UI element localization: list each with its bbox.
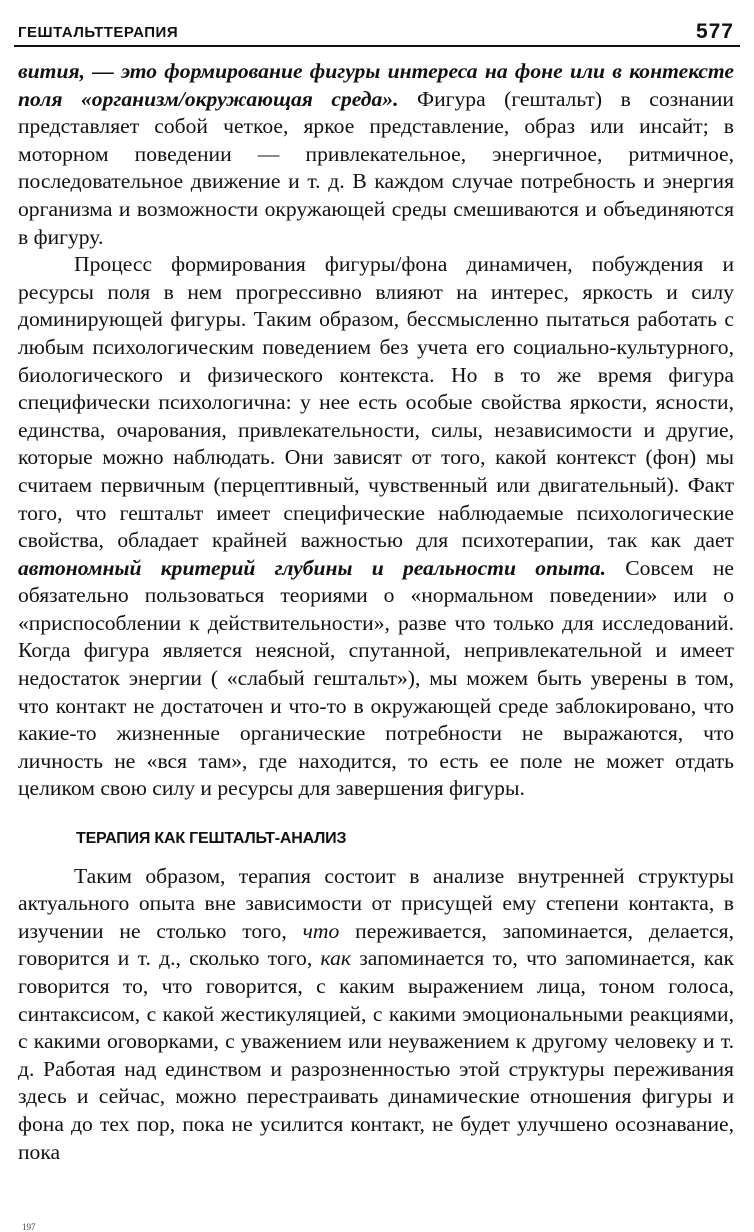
header-rule (14, 45, 740, 47)
section-heading: ТЕРАПИЯ КАК ГЕШТАЛЬТ-АНАЛИЗ (76, 830, 347, 848)
body-text (18, 58, 734, 1166)
paragraph-2-italic: автономный критерий глубины и реальности опыта. (18, 555, 606, 580)
paragraph-3-italic-2: как (320, 946, 351, 971)
paragraph-2 (18, 251, 734, 803)
page-number: 577 (695, 20, 734, 43)
paragraph-2-text-before: Процесс формирования фигуры/фона динамичен, побуждения и ресурсы поля в нем прогрессивно влияют на интерес, яркость и силу доминирующей фигуры. Таким образом, бессмысленно пытаться работать с любым психологическим поведением без учета его социально-культурного, биологического и физического контекста. Но в то же время фигура специфически психологична: у нее есть особые свойства яркости, ясности, единства, очарования, привлекательности, силы, независимости и другие, которые можно наблюдать. Они зависят от того, какой контекст (фон) мы считаем первичным (перцептивный, чувственный или двигательный). Факт того, что гештальт имеет специфические наблюдаемые психологические свойства, обладает крайней важностью для психотерапии, так как дает (18, 252, 734, 553)
paragraph-2-text-after: Совсем не обязательно пользоваться теориями о «нормальном поведении» или о «приспособлении к действительности», разве что только для исследований. Когда фигура является неясной, спутанной, непривлекательной и имеет недостаток энергии ( «слабый гештальт»), мы можем быть уверены в том, что контакт не достаточен и что-то в окружающей среде заблокировано, что какие-то жизненные органические потребности не выражаются, что личность не «вся там», где находится, то есть ее поле не может отдать целиком свою силу и ресурсы для завершения фигуры. (18, 555, 734, 801)
paragraph-1-italic: вития, — это формирование фигуры интереса на фоне или в контексте поля «организм/окружающая среда». (18, 59, 734, 111)
paragraph-1-text: Фигура (гештальт) в сознании представляет собой четкое, яркое представление, образ или инсайт; в моторном поведении — привлекательное, энергичное, ритмичное, последовательное движение и т. д. В каждом случае потребность и энергия организма и возможности окружающей среды смешиваются и объединяются в фигуру. (18, 86, 734, 249)
page-header (14, 20, 740, 42)
paragraph-1 (18, 58, 734, 251)
paragraph-3-text-1: Таким образом, терапия состоит в анализе внутренней структуры актуального опыта вне зависимости от присущей ему степени контакта, в изучении не столько того, (18, 863, 734, 943)
paragraph-3-text-3: запоминается то, что запоминается, как говорится то, что говорится, с каким выражением лица, тоном голоса, синтаксисом, с какой жестикуляцией, с какими эмоциональными реакциями, с какими оговорками, с уважением или неуважением к другому человеку и т. д. Работая над единством и разрозненностью этой структуры переживания здесь и сейчас, можно перестраивать динамические отношения фигуры и фона до тех пор, пока не усилится контакт, не будет улучшено осознавание, пока (18, 946, 734, 1164)
paragraph-3 (18, 863, 734, 1167)
paragraph-3-italic-1: что (302, 918, 340, 943)
paragraph-3-text-2: переживается, запоминается, делается, говорится и т. д., сколько того, (18, 918, 734, 971)
footer-mark: 197 (22, 1222, 36, 1232)
running-title: ГЕШТАЛЬТТЕРАПИЯ (18, 24, 179, 41)
